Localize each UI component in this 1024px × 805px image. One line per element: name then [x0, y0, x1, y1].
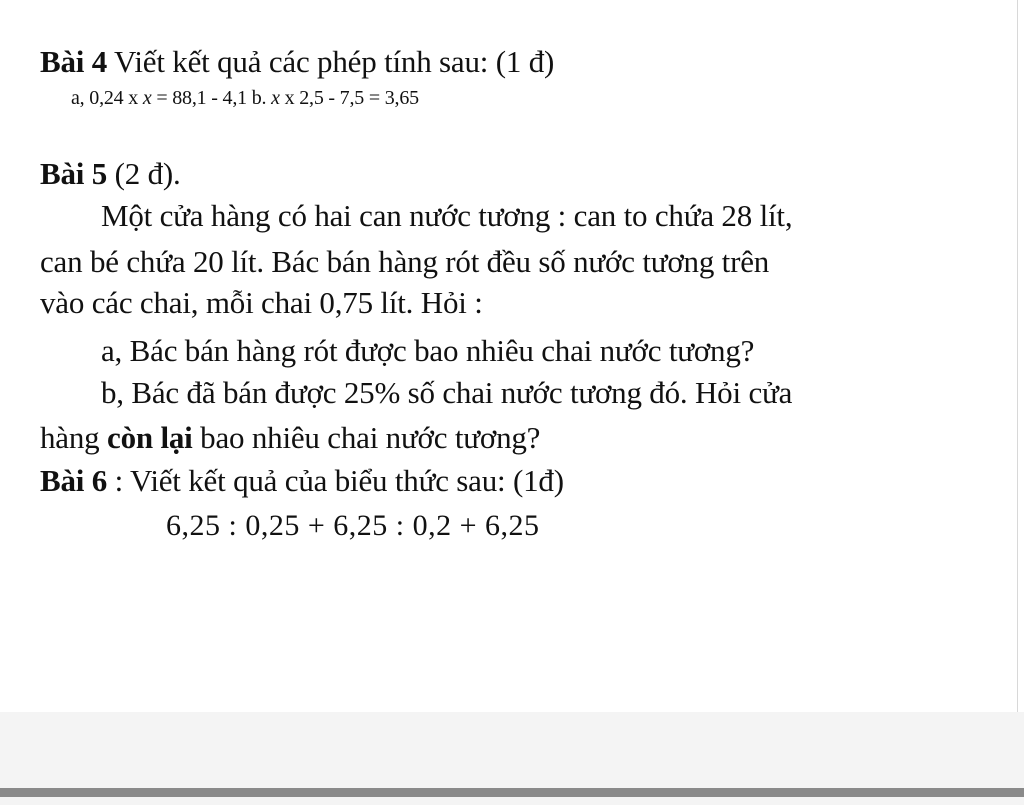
bai5-paragraph-line-2: can bé chứa 20 lít. Bác bán hàng rót đều số nước tương trên [40, 244, 770, 279]
bai5-question-b: b, Bác đã bán được 25% số chai nước tương đó. Hỏi cửa [101, 375, 793, 410]
bai4-var-x1: x [142, 87, 152, 109]
bai6-expression: 6,25 : 0,25 + 6,25 : 0,2 + 6,25 [166, 509, 540, 542]
bottom-strip [0, 797, 1024, 805]
bai4-title: Viết kết quả các phép tính sau: (1 đ) [107, 44, 555, 79]
bai5-qb2-post: bao nhiêu chai nước tương? [192, 420, 541, 455]
bai5-paragraph-line-3: vào các chai, mỗi chai 0,75 lít. Hỏi : [40, 285, 483, 320]
bai5-question-b-cont [40, 420, 540, 456]
bai5-qb2-bold: còn lại [107, 420, 193, 455]
bai4-eq-a-pre: a, 0,24 x [71, 87, 143, 109]
bai6-label: Bài 6 [40, 463, 108, 498]
bai5-title: (2 đ). [107, 156, 181, 191]
bai5-paragraph-line-1: Một cửa hàng có hai can nước tương : can to chứa 28 lít, [101, 198, 793, 233]
bai4-eq-post: x 2,5 - 7,5 = 3,65 [279, 87, 419, 109]
bai6-title: : Viết kết quả của biểu thức sau: (1đ) [107, 463, 564, 498]
bai4-eq-mid: = 88,1 - 4,1 b. [151, 87, 272, 109]
bai5-label: Bài 5 [40, 156, 108, 191]
bai4-var-x2: x [271, 87, 280, 109]
bai5-heading [40, 156, 181, 192]
page-bottom-background [0, 712, 1024, 788]
bai4-equations [71, 86, 419, 110]
bai6-heading [40, 463, 564, 499]
bai5-question-a: a, Bác bán hàng rót được bao nhiêu chai nước tương? [101, 333, 755, 368]
bai5-qb2-pre: hàng [40, 420, 108, 455]
bai4-heading [40, 44, 554, 80]
bottom-divider-bar [0, 788, 1024, 797]
bai4-label: Bài 4 [40, 44, 108, 79]
